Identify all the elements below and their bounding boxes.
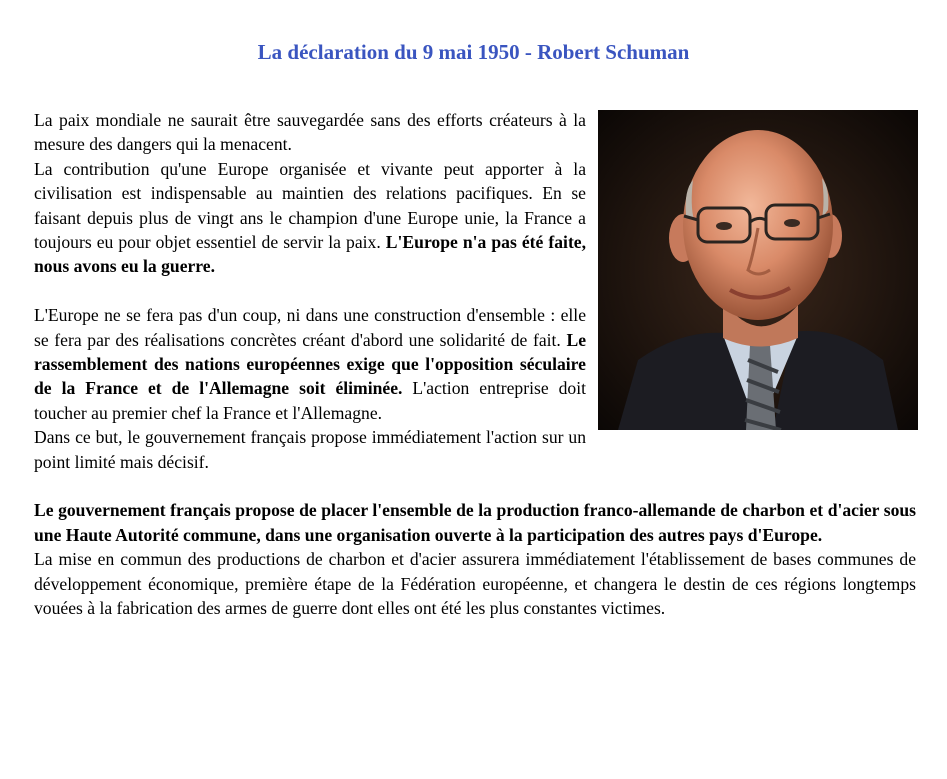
text-run: L'Europe ne se fera pas d'un coup, ni dans une construction d'ensemble : elle se fera par des réalisations concrètes créant d'abord une solidarité de fait. <box>34 305 586 350</box>
portrait-illustration <box>598 110 918 430</box>
bold-text-run: L'Europe n'a pas été faite, nous avons eu la guerre. <box>34 232 587 277</box>
bold-text-run: Le gouvernement français propose de placer l'ensemble de la production franco-allemande de charbon et d'acier sous une Haute Autorité commune, dans une organisation ouverte à la participation des autres pays d'Europe. <box>34 500 916 545</box>
declaration-text <box>34 108 916 621</box>
page-title: La déclaration du 9 mai 1950 - Robert Schuman <box>257 40 690 64</box>
text-run: La paix mondiale ne saurait être sauvegardée sans des efforts créateurs à la mesure des dangers qui la menacent. <box>34 110 586 155</box>
paragraph-4 <box>34 425 916 474</box>
text-run: La mise en commun des productions de charbon et d'acier assurera immédiatement l'établissement de bases communes de développement économique, première étape de la Fédération européenne, et changera le destin de ces régions longtemps vouées à la fabrication des armes de guerre dont elles ont été les plus constantes victimes. <box>34 549 916 619</box>
text-run: La contribution qu'une Europe organisée et vivante peut apporter à la civilisation est indispensable au maintien des relations pacifiques. En se faisant depuis plus de vingt ans le champion d'une Europe unie, la France a toujours eu pour objet essentiel de servir la paix. <box>34 158 586 253</box>
bold-text-run: Le rassemblement des nations européennes exige que l'opposition séculaire de la France et de l'Allemagne soit éliminée. <box>34 329 586 399</box>
portrait-photo <box>598 110 918 430</box>
paragraph-6 <box>34 547 916 620</box>
text-run: L'action entreprise doit toucher au premier chef la France et l'Allemagne. <box>34 378 586 423</box>
paragraph-5 <box>34 498 916 547</box>
text-run: Dans ce but, le gouvernement français propose immédiatement l'action sur un point limité mais décisif. <box>34 427 586 472</box>
